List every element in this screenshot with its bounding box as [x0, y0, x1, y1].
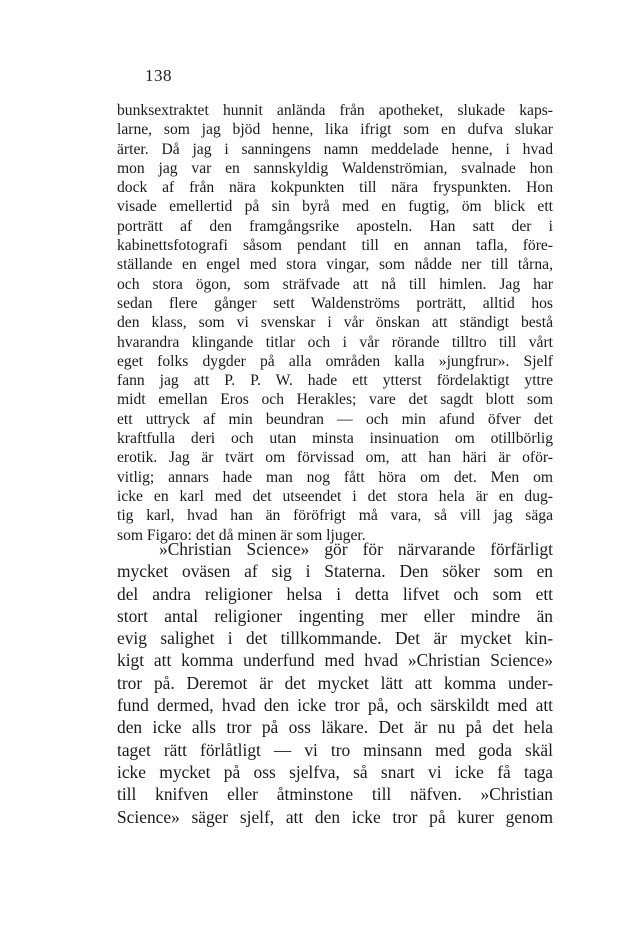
- text-line: midt emellan Eros och Herakles; vare det sagdt blott som: [117, 391, 553, 409]
- text-line: dock af från nära kokpunkten till nära fryspunkten. Hon: [117, 179, 553, 197]
- text-line: icke mycket på oss sjelfva, så snart vi icke få taga: [117, 761, 553, 782]
- text-line: den icke alls tror på oss läkare. Det är nu på det hela: [117, 717, 553, 738]
- text-line: Science» säger sjelf, att den icke tror på kurer genom: [117, 806, 553, 827]
- text-line: ärter. Då jag i sanningens namn meddelade henne, i hvad: [117, 140, 553, 158]
- text-line: visade emellertid på sin byrå med en fugtig, öm blick ett: [117, 198, 553, 216]
- text-line: som Figaro: det då minen är som ljuger.: [117, 526, 366, 544]
- text-line: mycket oväsen af sig i Staterna. Den söker som en: [117, 561, 553, 582]
- text-line: evig salighet i det tillkommande. Det är mycket kin-: [117, 628, 553, 649]
- text-line: fund dermed, hvad den icke tror på, och särskildt med att: [117, 695, 553, 716]
- text-line: vitlig; annars hade man nog fått höra om det. Men om: [117, 468, 553, 486]
- text-line: erotik. Jag är tvärt om förvissad om, att han häri är oför-: [117, 449, 553, 467]
- text-line: fann jag att P. P. W. hade ett ytterst fördelaktigt yttre: [117, 372, 553, 390]
- paragraph-2: [117, 538, 553, 828]
- text-line: stort antal religioner ingenting mer eller mindre än: [117, 605, 553, 626]
- text-line: tror på. Deremot är det mycket lätt att komma under-: [117, 672, 553, 693]
- paragraph-1: [117, 101, 553, 545]
- text-line: eget folks dygder på alla områden kalla »jungfrur». Sjelf: [117, 352, 553, 370]
- text-line: ställande en engel med stora vingar, som nådde ner till tårna,: [117, 256, 553, 274]
- text-line: till knifven eller åtminstone till näfven. »Christian: [117, 784, 553, 805]
- text-line: icke en karl med det utseendet i det stora hela är en dug-: [117, 487, 553, 505]
- text-line: bunksextraktet hunnit anlända från apotheket, slukade kaps-: [117, 102, 553, 119]
- text-line: del andra religioner helsa i detta lifvet och som ett: [117, 583, 553, 604]
- text-line: sedan flere gånger sett Waldenströms porträtt, alltid hos: [117, 294, 553, 312]
- text-line: ett uttryck af min beundran — och min afund öfver det: [117, 410, 553, 428]
- text-line: tig karl, hvad han än föröfrigt må vara, så vill jag säga: [117, 507, 553, 525]
- text-line: larne, som jag bjöd henne, lika ifrigt som en dufva slukar: [117, 121, 553, 139]
- text-line: kigt att komma underfund med hvad »Christian Science»: [117, 650, 553, 671]
- page-number: 138: [145, 66, 172, 85]
- text-line: och stora ögon, som sträfvade att nå till himlen. Jag har: [117, 275, 553, 293]
- text-line: mon jag var en sannskyldig Waldenströmian, svalnade hon: [117, 159, 553, 177]
- text-line: kraftfulla deri och utan minsta insinuation om otillbörlig: [117, 430, 553, 448]
- text-line: kabinettsfotografi såsom pendant till en annan tafla, före-: [117, 237, 553, 255]
- text-line: taget rätt förlåtligt — vi tro minsann med goda skäl: [117, 739, 553, 760]
- text-line: porträtt af den framgångsrike aposteln. Han satt der i: [117, 217, 553, 235]
- text-line: den klass, som vi svenskar i vår önskan att ständigt bestå: [117, 314, 553, 332]
- text-line: hvarandra klingande titlar och i vår rörande tilltro till vårt: [117, 333, 553, 351]
- text-line: »Christian Science» gör för närvarande förfärligt: [159, 539, 553, 559]
